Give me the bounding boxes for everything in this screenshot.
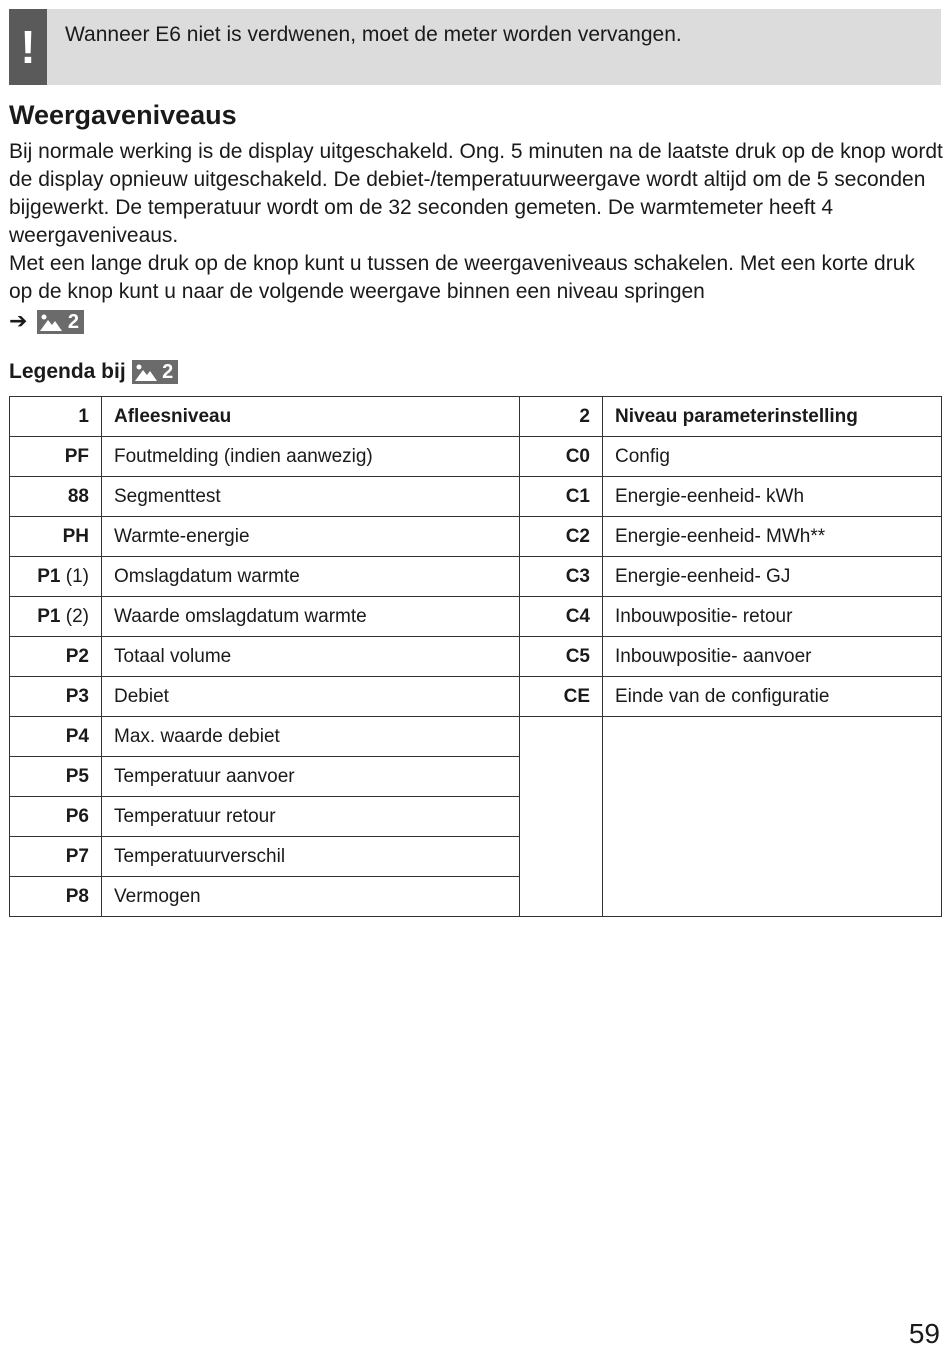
paragraph-2: Met een lange druk op de knop kunt u tussen de weergaveniveaus schakelen. Met een korte druk op de knop kunt u naar de volgende weergave binnen een niveau springen	[9, 252, 915, 303]
image-icon	[135, 363, 157, 381]
left-code: P6	[65, 805, 89, 827]
left-label: Temperatuurverschil	[102, 837, 520, 877]
right-code: C5	[520, 637, 603, 677]
right-label: Inbouwpositie- aanvoer	[603, 637, 942, 677]
section-title: Weergaveniveaus	[9, 100, 237, 130]
right-code: C4	[520, 597, 603, 637]
paragraph-1: Bij normale werking is de display uitgeschakeld. Ong. 5 minuten na de laatste druk op de knop wordt de display opnieuw uitgeschakeld. De debiet-/temperatuurweergave wordt altijd om de 5 seconden bijgewerkt. De temperatuur wordt om de 32 seconden gemeten. De warmtemeter heeft 4 weergaveniveaus.	[9, 140, 943, 247]
right-code: C3	[520, 557, 603, 597]
left-label: Omslagdatum warmte	[102, 557, 520, 597]
left-code: P4	[65, 725, 89, 747]
right-label: Config	[603, 437, 942, 477]
left-code: PF	[64, 445, 89, 467]
table-row	[10, 557, 942, 597]
left-code: P1	[37, 605, 61, 627]
table-row	[10, 597, 942, 637]
legend-figure-badge[interactable]	[132, 360, 179, 384]
left-label: Waarde omslagdatum warmte	[102, 597, 520, 637]
right-header-code: 2	[520, 397, 603, 437]
table-row	[10, 477, 942, 517]
legend-heading-text: Legenda bij	[9, 360, 126, 383]
right-code: CE	[520, 677, 603, 717]
legend-heading	[9, 360, 178, 384]
left-code-cell	[10, 717, 102, 757]
left-header-label: Afleesniveau	[102, 397, 520, 437]
left-label: Foutmelding (indien aanwezig)	[102, 437, 520, 477]
left-label: Max. waarde debiet	[102, 717, 520, 757]
right-header-label: Niveau parameterinstelling	[603, 397, 942, 437]
left-code: P1	[37, 565, 61, 587]
table-row	[10, 437, 942, 477]
left-code-cell	[10, 877, 102, 917]
table-row	[10, 677, 942, 717]
table-row	[10, 637, 942, 677]
left-code: 88	[67, 485, 89, 507]
right-code: C1	[520, 477, 603, 517]
empty-cell	[603, 717, 942, 917]
right-code: C0	[520, 437, 603, 477]
right-code: C2	[520, 517, 603, 557]
image-icon	[40, 313, 62, 331]
section-body	[9, 138, 944, 336]
left-code-cell	[10, 797, 102, 837]
table-row	[10, 717, 942, 757]
left-code-suffix: (2)	[60, 605, 89, 627]
left-code: PH	[62, 525, 89, 547]
left-code-cell	[10, 517, 102, 557]
legend-table-body	[10, 397, 942, 917]
left-code-cell	[10, 597, 102, 637]
table-row	[10, 517, 942, 557]
left-label: Vermogen	[102, 877, 520, 917]
table-header-row	[10, 397, 942, 437]
exclamation-icon: !	[9, 9, 47, 85]
right-label: Energie-eenheid- GJ	[603, 557, 942, 597]
figure-reference-line	[9, 307, 944, 336]
legend-table	[9, 396, 942, 917]
left-header-code: 1	[10, 397, 102, 437]
right-label: Energie-eenheid- kWh	[603, 477, 942, 517]
figure-badge-number: 2	[67, 311, 79, 334]
left-label: Temperatuur aanvoer	[102, 757, 520, 797]
left-label: Temperatuur retour	[102, 797, 520, 837]
left-code-cell	[10, 677, 102, 717]
empty-cell	[520, 717, 603, 917]
left-code-cell	[10, 757, 102, 797]
right-label: Einde van de configuratie	[603, 677, 942, 717]
left-code: P7	[65, 845, 89, 867]
left-label: Totaal volume	[102, 637, 520, 677]
warning-box	[9, 9, 941, 85]
left-code-cell	[10, 557, 102, 597]
left-code-cell	[10, 437, 102, 477]
legend-figure-badge-number: 2	[162, 361, 174, 384]
left-code-cell	[10, 637, 102, 677]
left-code-suffix: (1)	[60, 565, 89, 587]
left-code: P5	[65, 765, 89, 787]
left-code-cell	[10, 477, 102, 517]
page-number: 59	[908, 1318, 940, 1349]
right-label: Energie-eenheid- MWh**	[603, 517, 942, 557]
left-label: Debiet	[102, 677, 520, 717]
right-label: Inbouwpositie- retour	[603, 597, 942, 637]
left-label: Warmte-energie	[102, 517, 520, 557]
arrow-right-icon: ➔	[9, 308, 28, 333]
left-code: P3	[65, 685, 89, 707]
warning-text: Wanneer E6 niet is verdwenen, moet de meter worden vervangen.	[65, 23, 682, 46]
left-code: P8	[65, 885, 89, 907]
left-code: P2	[65, 645, 89, 667]
left-code-cell	[10, 837, 102, 877]
left-label: Segmenttest	[102, 477, 520, 517]
figure-badge[interactable]	[37, 310, 84, 334]
